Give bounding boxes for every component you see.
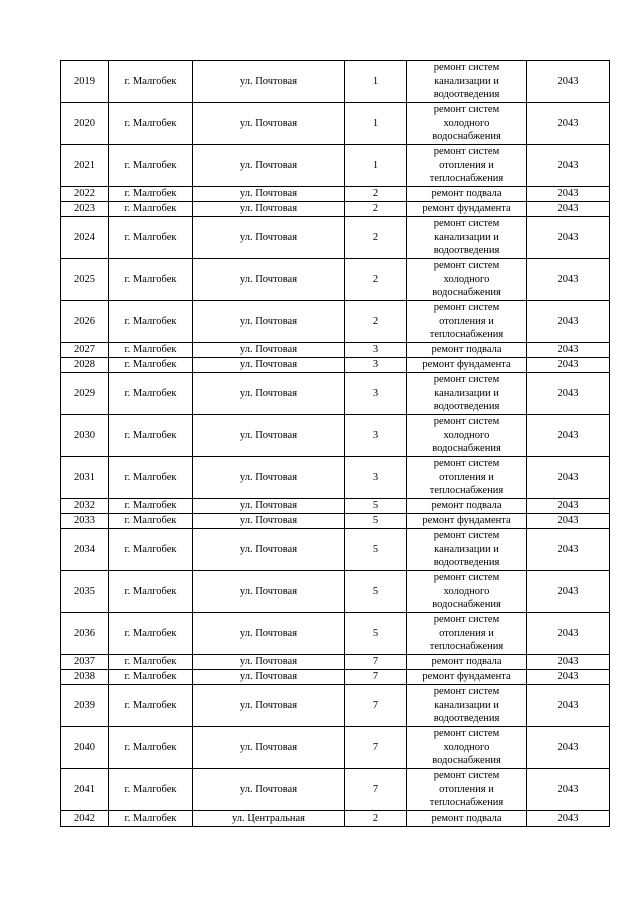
work-type-line: теплоснабжения bbox=[429, 329, 504, 341]
work-type-cell bbox=[407, 499, 527, 514]
year-cell: 2043 bbox=[527, 343, 610, 358]
work-type-line: теплоснабжения bbox=[429, 641, 504, 653]
table-row bbox=[61, 811, 610, 827]
year-cell: 2043 bbox=[527, 613, 610, 655]
house-number-cell: 7 bbox=[345, 685, 407, 727]
work-type-line: ремонт систем bbox=[433, 62, 500, 74]
work-type-line: водоснабжения bbox=[432, 599, 501, 611]
year-cell: 2043 bbox=[527, 103, 610, 145]
table-row bbox=[61, 358, 610, 373]
row-number-cell: 2037 bbox=[61, 655, 109, 670]
city-cell: г. Малгобек bbox=[109, 343, 193, 358]
work-type-line: ремонт фундамента bbox=[422, 359, 511, 370]
year-cell: 2043 bbox=[527, 457, 610, 499]
year-cell: 2043 bbox=[527, 769, 610, 811]
row-number-cell: 2023 bbox=[61, 202, 109, 217]
street-cell: ул. Почтовая bbox=[193, 514, 345, 529]
row-number-cell: 2029 bbox=[61, 373, 109, 415]
work-type-line: теплоснабжения bbox=[429, 797, 504, 809]
city-cell: г. Малгобек bbox=[109, 727, 193, 769]
table-row bbox=[61, 343, 610, 358]
work-type-cell bbox=[407, 217, 527, 259]
city-cell: г. Малгобек bbox=[109, 217, 193, 259]
city-cell: г. Малгобек bbox=[109, 811, 193, 827]
table-row bbox=[61, 301, 610, 343]
year-cell: 2043 bbox=[527, 202, 610, 217]
city-cell: г. Малгобек bbox=[109, 202, 193, 217]
work-type-line: водоснабжения bbox=[432, 131, 501, 143]
work-type-cell bbox=[407, 358, 527, 373]
house-number-cell: 1 bbox=[345, 103, 407, 145]
house-number-cell: 2 bbox=[345, 202, 407, 217]
table-row bbox=[61, 202, 610, 217]
year-cell: 2043 bbox=[527, 571, 610, 613]
house-number-cell: 7 bbox=[345, 670, 407, 685]
work-type-line: ремонт подвала bbox=[431, 500, 502, 511]
street-cell: ул. Почтовая bbox=[193, 571, 345, 613]
street-cell: ул. Почтовая bbox=[193, 103, 345, 145]
row-number-cell: 2036 bbox=[61, 613, 109, 655]
row-number-cell: 2027 bbox=[61, 343, 109, 358]
work-type-line: ремонт систем bbox=[433, 302, 500, 314]
year-cell: 2043 bbox=[527, 727, 610, 769]
year-cell: 2043 bbox=[527, 358, 610, 373]
city-cell: г. Малгобек bbox=[109, 103, 193, 145]
year-cell: 2043 bbox=[527, 685, 610, 727]
house-number-cell: 5 bbox=[345, 499, 407, 514]
row-number-cell: 2032 bbox=[61, 499, 109, 514]
street-cell: ул. Почтовая bbox=[193, 61, 345, 103]
work-type-cell bbox=[407, 769, 527, 811]
work-type-line: ремонт систем bbox=[433, 146, 500, 158]
street-cell: ул. Почтовая bbox=[193, 259, 345, 301]
row-number-cell: 2022 bbox=[61, 187, 109, 202]
work-type-line: ремонт подвала bbox=[431, 344, 502, 355]
work-type-line: канализации и bbox=[434, 699, 499, 711]
street-cell: ул. Центральная bbox=[193, 811, 345, 827]
table-row bbox=[61, 727, 610, 769]
table-row bbox=[61, 769, 610, 811]
work-type-line: теплоснабжения bbox=[429, 173, 504, 185]
table-row bbox=[61, 61, 610, 103]
work-type-line: водоотведения bbox=[433, 89, 500, 101]
city-cell: г. Малгобек bbox=[109, 373, 193, 415]
year-cell: 2043 bbox=[527, 187, 610, 202]
work-type-line: ремонт систем bbox=[433, 374, 500, 386]
work-type-line: ремонт систем bbox=[433, 530, 500, 542]
work-type-line: ремонт систем bbox=[433, 686, 500, 698]
year-cell: 2043 bbox=[527, 529, 610, 571]
street-cell: ул. Почтовая bbox=[193, 769, 345, 811]
table-row bbox=[61, 613, 610, 655]
house-number-cell: 7 bbox=[345, 655, 407, 670]
work-type-line: теплоснабжения bbox=[429, 485, 504, 497]
work-type-cell bbox=[407, 655, 527, 670]
city-cell: г. Малгобек bbox=[109, 670, 193, 685]
table-row bbox=[61, 103, 610, 145]
row-number-cell: 2039 bbox=[61, 685, 109, 727]
house-number-cell: 3 bbox=[345, 373, 407, 415]
work-type-line: ремонт систем bbox=[433, 614, 500, 626]
street-cell: ул. Почтовая bbox=[193, 655, 345, 670]
street-cell: ул. Почтовая bbox=[193, 529, 345, 571]
work-type-line: канализации и bbox=[434, 543, 499, 555]
work-type-line: водоотведения bbox=[433, 557, 500, 569]
table-row bbox=[61, 514, 610, 529]
work-type-line: холодного bbox=[443, 429, 490, 441]
work-type-line: холодного bbox=[443, 741, 490, 753]
row-number-cell: 2041 bbox=[61, 769, 109, 811]
work-type-line: отопления и bbox=[439, 471, 494, 483]
row-number-cell: 2021 bbox=[61, 145, 109, 187]
city-cell: г. Малгобек bbox=[109, 457, 193, 499]
work-type-cell bbox=[407, 457, 527, 499]
city-cell: г. Малгобек bbox=[109, 358, 193, 373]
house-number-cell: 5 bbox=[345, 613, 407, 655]
street-cell: ул. Почтовая bbox=[193, 457, 345, 499]
row-number-cell: 2020 bbox=[61, 103, 109, 145]
house-number-cell: 1 bbox=[345, 145, 407, 187]
table-row bbox=[61, 145, 610, 187]
city-cell: г. Малгобек bbox=[109, 685, 193, 727]
work-type-line: канализации и bbox=[434, 231, 499, 243]
house-number-cell: 2 bbox=[345, 811, 407, 827]
city-cell: г. Малгобек bbox=[109, 769, 193, 811]
city-cell: г. Малгобек bbox=[109, 514, 193, 529]
work-type-line: ремонт систем bbox=[433, 572, 500, 584]
row-number-cell: 2024 bbox=[61, 217, 109, 259]
city-cell: г. Малгобек bbox=[109, 529, 193, 571]
work-type-line: ремонт подвала bbox=[431, 188, 502, 199]
year-cell: 2043 bbox=[527, 499, 610, 514]
work-type-line: ремонт систем bbox=[433, 728, 500, 740]
city-cell: г. Малгобек bbox=[109, 301, 193, 343]
house-number-cell: 1 bbox=[345, 61, 407, 103]
work-type-line: ремонт систем bbox=[433, 104, 500, 116]
work-type-line: канализации и bbox=[434, 75, 499, 87]
year-cell: 2043 bbox=[527, 670, 610, 685]
work-type-line: ремонт подвала bbox=[431, 656, 502, 667]
work-type-cell bbox=[407, 670, 527, 685]
table-row bbox=[61, 670, 610, 685]
work-type-cell bbox=[407, 514, 527, 529]
house-number-cell: 5 bbox=[345, 529, 407, 571]
street-cell: ул. Почтовая bbox=[193, 301, 345, 343]
work-type-line: ремонт фундамента bbox=[422, 671, 511, 682]
work-type-line: водоснабжения bbox=[432, 755, 501, 767]
street-cell: ул. Почтовая bbox=[193, 415, 345, 457]
work-type-cell bbox=[407, 187, 527, 202]
repair-schedule-table bbox=[60, 60, 610, 827]
street-cell: ул. Почтовая bbox=[193, 343, 345, 358]
row-number-cell: 2019 bbox=[61, 61, 109, 103]
house-number-cell: 2 bbox=[345, 259, 407, 301]
house-number-cell: 2 bbox=[345, 301, 407, 343]
row-number-cell: 2042 bbox=[61, 811, 109, 827]
work-type-line: холодного bbox=[443, 273, 490, 285]
work-type-cell bbox=[407, 343, 527, 358]
work-type-line: ремонт подвала bbox=[431, 812, 502, 824]
table-row bbox=[61, 499, 610, 514]
row-number-cell: 2028 bbox=[61, 358, 109, 373]
year-cell: 2043 bbox=[527, 145, 610, 187]
work-type-line: отопления и bbox=[439, 783, 494, 795]
work-type-cell bbox=[407, 103, 527, 145]
house-number-cell: 3 bbox=[345, 415, 407, 457]
year-cell: 2043 bbox=[527, 259, 610, 301]
row-number-cell: 2034 bbox=[61, 529, 109, 571]
work-type-line: холодного bbox=[443, 117, 490, 129]
row-number-cell: 2025 bbox=[61, 259, 109, 301]
year-cell: 2043 bbox=[527, 61, 610, 103]
year-cell: 2043 bbox=[527, 655, 610, 670]
house-number-cell: 3 bbox=[345, 457, 407, 499]
house-number-cell: 2 bbox=[345, 217, 407, 259]
house-number-cell: 7 bbox=[345, 727, 407, 769]
year-cell: 2043 bbox=[527, 514, 610, 529]
street-cell: ул. Почтовая bbox=[193, 217, 345, 259]
house-number-cell: 7 bbox=[345, 769, 407, 811]
work-type-line: холодного bbox=[443, 585, 490, 597]
year-cell: 2043 bbox=[527, 811, 610, 827]
row-number-cell: 2033 bbox=[61, 514, 109, 529]
city-cell: г. Малгобек bbox=[109, 187, 193, 202]
work-type-line: отопления и bbox=[439, 315, 494, 327]
work-type-line: водоотведения bbox=[433, 401, 500, 413]
city-cell: г. Малгобек bbox=[109, 655, 193, 670]
table-row bbox=[61, 373, 610, 415]
row-number-cell: 2026 bbox=[61, 301, 109, 343]
work-type-cell bbox=[407, 259, 527, 301]
house-number-cell: 5 bbox=[345, 514, 407, 529]
year-cell: 2043 bbox=[527, 217, 610, 259]
work-type-cell bbox=[407, 811, 527, 827]
street-cell: ул. Почтовая bbox=[193, 145, 345, 187]
house-number-cell: 3 bbox=[345, 343, 407, 358]
work-type-line: ремонт систем bbox=[433, 260, 500, 272]
table-row bbox=[61, 217, 610, 259]
row-number-cell: 2040 bbox=[61, 727, 109, 769]
work-type-cell bbox=[407, 373, 527, 415]
street-cell: ул. Почтовая bbox=[193, 202, 345, 217]
work-type-line: водоснабжения bbox=[432, 287, 501, 299]
work-type-cell bbox=[407, 685, 527, 727]
city-cell: г. Малгобек bbox=[109, 499, 193, 514]
work-type-line: ремонт фундамента bbox=[422, 203, 511, 214]
row-number-cell: 2030 bbox=[61, 415, 109, 457]
house-number-cell: 2 bbox=[345, 187, 407, 202]
work-type-line: ремонт систем bbox=[433, 416, 500, 428]
work-type-cell bbox=[407, 202, 527, 217]
work-type-line: водоотведения bbox=[433, 245, 500, 257]
work-type-cell bbox=[407, 415, 527, 457]
work-type-line: водоотведения bbox=[433, 713, 500, 725]
work-type-line: водоснабжения bbox=[432, 443, 501, 455]
table-row bbox=[61, 259, 610, 301]
table-row bbox=[61, 685, 610, 727]
work-type-line: ремонт систем bbox=[433, 770, 500, 782]
city-cell: г. Малгобек bbox=[109, 613, 193, 655]
table-row bbox=[61, 415, 610, 457]
street-cell: ул. Почтовая bbox=[193, 727, 345, 769]
work-type-line: отопления и bbox=[439, 627, 494, 639]
street-cell: ул. Почтовая bbox=[193, 187, 345, 202]
work-type-cell bbox=[407, 301, 527, 343]
work-type-cell bbox=[407, 61, 527, 103]
city-cell: г. Малгобек bbox=[109, 61, 193, 103]
work-type-cell bbox=[407, 727, 527, 769]
work-type-line: канализации и bbox=[434, 387, 499, 399]
street-cell: ул. Почтовая bbox=[193, 685, 345, 727]
year-cell: 2043 bbox=[527, 373, 610, 415]
table-body bbox=[61, 61, 610, 827]
work-type-line: ремонт систем bbox=[433, 458, 500, 470]
house-number-cell: 5 bbox=[345, 571, 407, 613]
work-type-line: ремонт систем bbox=[433, 218, 500, 230]
work-type-cell bbox=[407, 529, 527, 571]
work-type-line: ремонт фундамента bbox=[422, 515, 511, 526]
work-type-line: отопления и bbox=[439, 159, 494, 171]
city-cell: г. Малгобек bbox=[109, 571, 193, 613]
row-number-cell: 2035 bbox=[61, 571, 109, 613]
table-row bbox=[61, 571, 610, 613]
city-cell: г. Малгобек bbox=[109, 259, 193, 301]
city-cell: г. Малгобек bbox=[109, 145, 193, 187]
row-number-cell: 2038 bbox=[61, 670, 109, 685]
row-number-cell: 2031 bbox=[61, 457, 109, 499]
work-type-cell bbox=[407, 145, 527, 187]
street-cell: ул. Почтовая bbox=[193, 373, 345, 415]
table-row bbox=[61, 187, 610, 202]
street-cell: ул. Почтовая bbox=[193, 358, 345, 373]
table-row bbox=[61, 457, 610, 499]
street-cell: ул. Почтовая bbox=[193, 613, 345, 655]
year-cell: 2043 bbox=[527, 301, 610, 343]
work-type-cell bbox=[407, 613, 527, 655]
house-number-cell: 3 bbox=[345, 358, 407, 373]
street-cell: ул. Почтовая bbox=[193, 670, 345, 685]
table-row bbox=[61, 529, 610, 571]
year-cell: 2043 bbox=[527, 415, 610, 457]
table-row bbox=[61, 655, 610, 670]
city-cell: г. Малгобек bbox=[109, 415, 193, 457]
street-cell: ул. Почтовая bbox=[193, 499, 345, 514]
work-type-cell bbox=[407, 571, 527, 613]
